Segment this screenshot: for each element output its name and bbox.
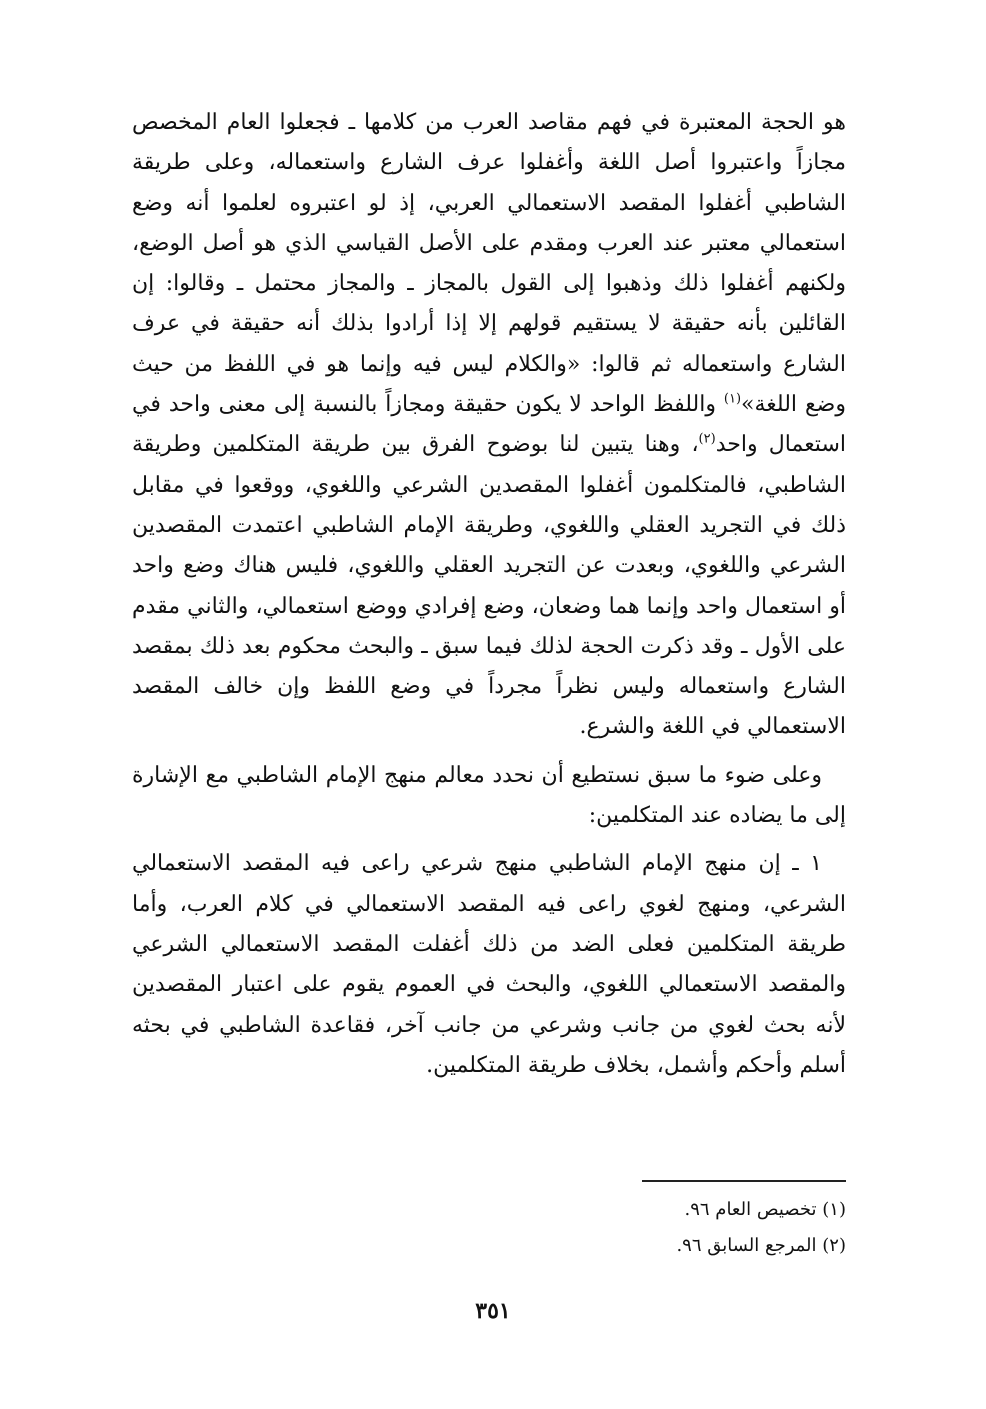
paragraph-2 [132, 756, 846, 837]
paragraph-1-text-a: هو الحجة المعتبرة في فهم مقاصد العرب من كلامها ـ فجعلوا العام المخصص مجازاً واعتبروا أصل اللغة وأغفلوا عرف الشارع واستعماله، وعلى طريقة الشاطبي أغفلوا المقصد الاستعمالي العربي، إذ لو اعتبروه لعلموا أنه وضع استعمالي معتبر عند العرب ومقدم على الأصل القياسي الذي هو أصل الوضع، ولكنهم أغفلوا ذلك وذهبوا إلى القول بالمجاز ـ والمجاز محتمل ـ وقالوا: إن القائلين بأنه حقيقة لا يستقيم قولهم إلا إذا أرادوا بذلك أنه حقيقة في عرف الشارع واستعماله ثم قالوا: «والكلام ليس فيه وإنما هو في اللفظ من حيث وضع اللغة» [132, 110, 846, 418]
paragraph-3-text: ١ ـ إن منهج الإمام الشاطبي منهج شرعي راعى فيه المقصد الاستعمالي الشرعي، ومنهج لغوي راعى فيه المقصد الاستعمالي في كلام العرب، وأما طريقة المتكلمين فعلى الضد من ذلك أغفلت المقصد الاستعمالي الشرعي والمقصد الاستعمالي اللغوي، والبحث في العموم يقوم على اعتبار المقصدين لأنه بحث لغوي من جانب وشرعي من جانب آخر، فقاعدة الشاطبي في بحثه أسلم وأحكم وأشمل، بخلاف طريقة المتكلمين. [132, 851, 846, 1078]
body-text [132, 103, 846, 1086]
footnote-2: (٢) المرجع السابق ٩٦. [676, 1235, 846, 1256]
footnotes [560, 1192, 846, 1264]
footnote-separator [642, 1180, 846, 1182]
paragraph-3 [132, 844, 846, 1086]
paragraph-2-text: وعلى ضوء ما سبق نستطيع أن نحدد معالم منهج الإمام الشاطبي مع الإشارة إلى ما يضاده عند المتكلمين: [132, 762, 846, 829]
paragraph-1-text-b: واللفظ الواحد لا يكون حقيقة ومجازاً بالنسبة إلى معنى واحد في استعمال واحد [132, 392, 846, 458]
footnote-ref-1: (١) [723, 391, 742, 407]
page-number: ٣٥١ [475, 1298, 511, 1324]
paragraph-1 [132, 103, 846, 748]
paragraph-1-text-c: ، وهنا يتبين لنا بوضوح الفرق بين طريقة المتكلمين وطريقة الشاطبي، فالمتكلمون أغفلوا المقصدين الشرعي واللغوي، ووقعوا في مقابل ذلك في التجريد العقلي واللغوي، وطريقة الإمام الشاطبي اعتمدت المقصدين الشرعي واللغوي، وبعدت عن التجريد العقلي واللغوي، فليس هناك وضع واحد أو استعمال واحد وإنما هما وضعان، وضع إفرادي ووضع استعمالي، والثاني مقدم على الأول ـ وقد ذكرت الحجة لذلك فيما سبق ـ والبحث محكوم بعد ذلك بمقصد الشارع واستعماله وليس نظراً مجرداً في وضع اللفظ وإن خالف المقصد الاستعمالي في اللغة والشرع. [132, 432, 846, 740]
footnote-ref-2: (٢) [698, 432, 716, 448]
footnote-1: (١) تخصيص العام ٩٦. [684, 1199, 846, 1220]
